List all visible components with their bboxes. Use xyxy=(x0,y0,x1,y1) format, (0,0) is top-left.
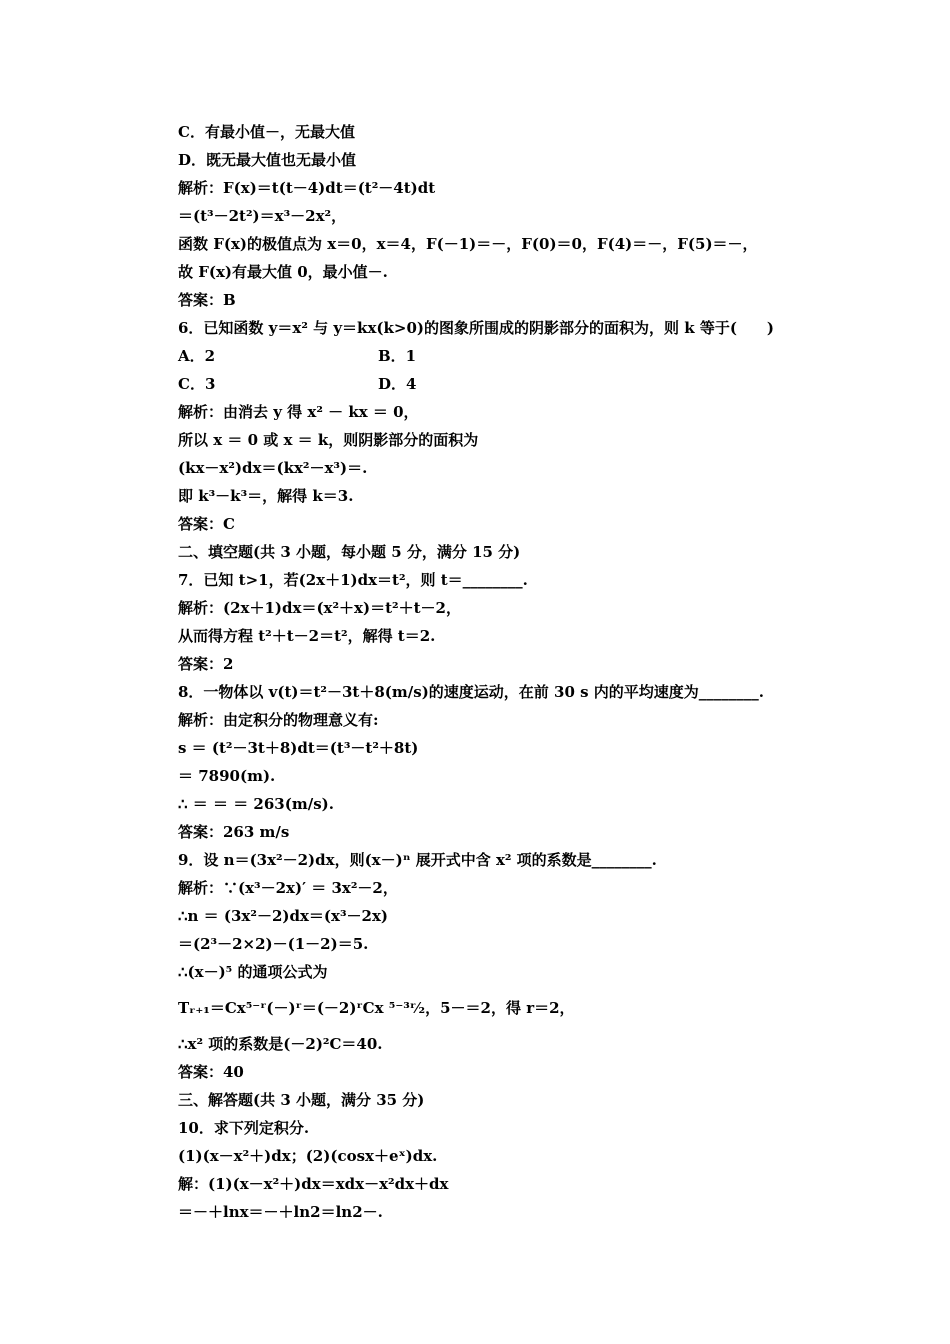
text-line: 解析：由消去 y 得 x² － kx ＝ 0， xyxy=(178,403,419,421)
option-c: C．3 xyxy=(178,375,216,393)
text-line: ∴x² 项的系数是(－2)²C＝40. xyxy=(178,1035,383,1053)
text-line: 解析：∵(x³－2x)′ ＝ 3x²－2， xyxy=(178,879,398,897)
text-line: 即 k³－k³＝，解得 k＝3. xyxy=(178,487,354,505)
text-line: (kx－x²)dx＝(kx²－x³)＝. xyxy=(178,459,368,477)
text-line: D．既无最大值也无最小值 xyxy=(178,151,357,169)
question-line: 8．一物体以 v(t)＝t²－3t＋8(m/s)的速度运动，在前 30 s 内的平均速度为________. xyxy=(178,683,764,701)
option-d: D．4 xyxy=(378,375,417,393)
text-line: 解析：(2x＋1)dx＝(x²＋x)＝t²＋t－2， xyxy=(178,599,461,617)
text-line: 解析：F(x)＝t(t－4)dt＝(t²－4t)dt xyxy=(178,179,436,197)
text-line: C．有最小值－，无最大值 xyxy=(178,123,355,141)
text-line: s ＝ (t²－3t＋8)dt＝(t³－t²＋8t) xyxy=(178,739,419,757)
option-a: A．2 xyxy=(178,347,216,365)
answer-line: 答案：2 xyxy=(178,655,234,673)
answer-line: 答案：B xyxy=(178,291,236,309)
section-heading: 二、填空题(共 3 小题，每小题 5 分，满分 15 分) xyxy=(178,543,521,561)
answer-line: 答案：C xyxy=(178,515,235,533)
question-line: 10．求下列定积分. xyxy=(178,1119,310,1137)
option-row xyxy=(178,370,838,398)
text-line: ∴(x－)⁵ 的通项公式为 xyxy=(178,963,328,981)
text-line: ＝ 7890(m). xyxy=(178,767,276,785)
option-row xyxy=(178,342,838,370)
answer-line: 答案：40 xyxy=(178,1063,244,1081)
text-line: 解析：由定积分的物理意义有: xyxy=(178,711,379,729)
question-line: 7．已知 t>1，若(2x＋1)dx＝t²，则 t＝________. xyxy=(178,571,528,589)
question-line: 6．已知函数 y＝x² 与 y＝kx(k>0)的图象所围成的阴影部分的面积为，则 k 等于( ) xyxy=(178,319,775,337)
text-line: 解：(1)(x－x²＋)dx＝xdx－x²dx＋dx xyxy=(178,1175,449,1193)
text-line: 所以 x ＝ 0 或 x ＝ k，则阴影部分的面积为 xyxy=(178,431,479,449)
question-line: 9．设 n＝(3x²－2)dx，则(x－)ⁿ 展开式中含 x² 项的系数是________. xyxy=(178,851,657,869)
answer-line: 答案：263 m/s xyxy=(178,823,290,841)
text-line: 函数 F(x)的极值点为 x＝0，x＝4，F(－1)＝－，F(0)＝0，F(4)＝－，F(5)＝－， xyxy=(178,235,758,253)
option-b: B．1 xyxy=(378,347,417,365)
document-page xyxy=(178,118,838,1226)
text-line: 从而得方程 t²＋t－2＝t²，解得 t＝2. xyxy=(178,627,436,645)
section-heading: 三、解答题(共 3 小题，满分 35 分) xyxy=(178,1091,425,1109)
text-line: 故 F(x)有最大值 0，最小值－. xyxy=(178,263,388,281)
text-line: (1)(x－x²＋)dx；(2)(cosx＋eˣ)dx. xyxy=(178,1147,438,1165)
text-line: ∴n ＝ (3x²－2)dx＝(x³－2x) xyxy=(178,907,388,925)
text-line: ＝(t³－2t²)＝x³－2x²， xyxy=(178,207,347,225)
text-line: ∴ ＝ ＝ ＝ 263(m/s). xyxy=(178,795,334,813)
text-line: ＝(2³－2×2)－(1－2)＝5. xyxy=(178,935,369,953)
text-line: Tᵣ₊₁＝Cx⁵⁻ʳ(－)ʳ＝(－2)ʳCx ⁵⁻³ʳ⁄₂，5－＝2，得 r＝2， xyxy=(178,999,575,1017)
text-line: ＝－＋lnx＝－＋ln2＝ln2－. xyxy=(178,1203,383,1221)
